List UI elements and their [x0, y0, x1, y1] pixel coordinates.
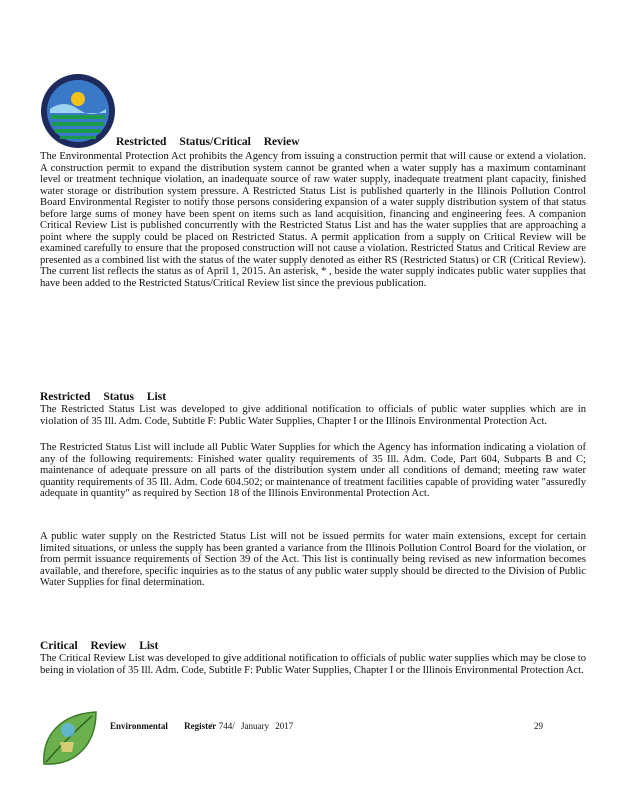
restricted-status-heading: Restricted Status List [40, 391, 167, 403]
critical-review-heading: Critical Review List [40, 640, 159, 652]
restricted-paragraph-3: A public water supply on the Restricted Status List will not be issued permits for water main extensions, except for certain limited situations, or unless the supply has been granted a variance from the Illinois Pollution Control Board for the violation, or from permit issuance requirements of Section 39 of the Act. This list is continually being revised as new information becomes available, and therefore, specific inquiries as to the status of any public water supply should be directed to the Division of Public Water Supplies for final determination. [40, 531, 586, 589]
page-footer [110, 721, 560, 735]
restricted-paragraph-1: The Restricted Status List was developed to give additional notification to officials of public water supplies which are in violation of 35 Ill. Adm. Code, Subtitle F: Public Water Supplies, Chapter I or the Illinois Environmental Protection Act. [40, 404, 586, 427]
footer-publication: Environmental Register [110, 721, 217, 731]
intro-paragraph: The Environmental Protection Act prohibits the Agency from issuing a construction permit that will cause or extend a violation. A construction permit to expand the distribution system cannot be granted when a water supply has a maximum contaminant level or treatment technique violation, an inadequate source of raw water supply, inadequate treatment plant capacity, finished water storage or distribution system pressure. A Restricted Status List is published quarterly in the Illinois Pollution Control Board Environmental Register to notify those persons considering expansion of a water supply distribution system of that status before large sums of money have been spent on items such as land acquisition, financing and engineering fees. A companion Critical Review List is published concurrently with the Restricted Status List and has the water supplies that are approaching a point where the supply could be placed on Restricted Status. A permit application from a supply on Critical Review will be examined carefully to ensure that the proposed construction will not cause a violation. Restricted Status and Critical Review are presented as a combined list with the status of the water supply denoted as either RS (Restricted Status) or CR (Critical Review). The current list reflects the status as of April 1, 2015. An asterisk, * , beside the water supply indicates public water supplies that have been added to the Restricted Status/Critical Review list since the previous publication. [40, 151, 586, 290]
agency-seal-icon [40, 73, 116, 149]
restricted-paragraph-2: The Restricted Status List will include all Public Water Supplies for which the Agency has information indicating a violation of any of the following requirements: Finished water quality requirements of 35 Ill. Adm. Code, Part 604, Subparts B and C; maintenance of adequate pressure on all parts of the distribution system under all conditions of demand; meeting raw water quantity requirements of 35 Ill. Adm. Code 604.502; or maintenance of treatment facilities capable of providing water "assuredly adequate in quantity" as required by Section 18 of the Illinois Environmental Protection Act. [40, 442, 586, 500]
footer-issue: / 744/ January 2017 [210, 721, 294, 731]
leaf-icon [38, 706, 102, 770]
page-title: Restricted Status/Critical Review [116, 136, 300, 148]
footer-page-number: 29 [534, 721, 543, 731]
critical-paragraph-1: The Critical Review List was developed to give additional notification to officials of public water supplies which may be close to being in violation of 35 Ill. Adm. Code, Subtitle F: Public Water Supplies, Chapter I or the Illinois Environmental Protection Act. [40, 653, 586, 676]
